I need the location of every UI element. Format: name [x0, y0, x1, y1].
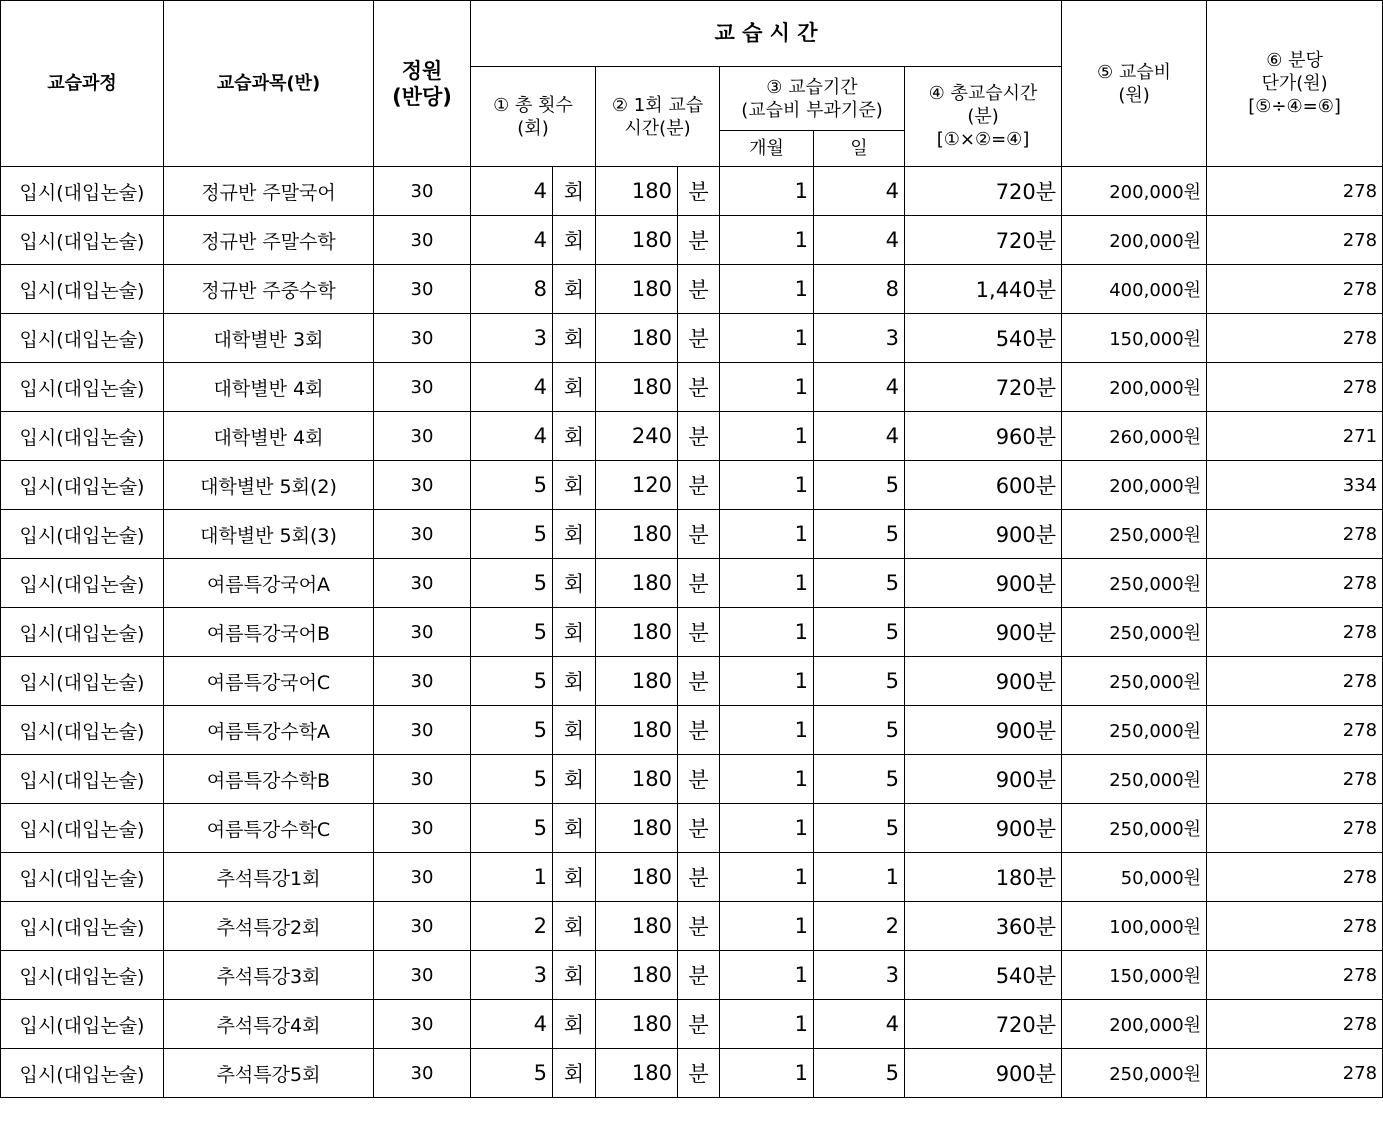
unit-price-cell: 278: [1207, 559, 1383, 608]
count-cell: 8: [471, 265, 553, 314]
table-row: [1, 902, 1383, 951]
subject-cell: 추석특강3회: [164, 951, 374, 1000]
minutes-unit-cell: 분: [678, 608, 720, 657]
subject-cell: 정규반 주말수학: [164, 216, 374, 265]
days-cell: 1: [814, 853, 905, 902]
table-row: [1, 1049, 1383, 1098]
fee-cell: 200,000원: [1062, 363, 1207, 412]
header-per-session: ② 1회 교습 시간(분): [596, 67, 720, 167]
minutes-unit-cell: 분: [678, 314, 720, 363]
capacity-cell: 30: [374, 461, 471, 510]
months-cell: 1: [720, 902, 814, 951]
count-cell: 4: [471, 167, 553, 216]
fee-cell: 250,000원: [1062, 657, 1207, 706]
fee-cell: 400,000원: [1062, 265, 1207, 314]
count-cell: 4: [471, 1000, 553, 1049]
fee-cell: 250,000원: [1062, 608, 1207, 657]
days-cell: 5: [814, 510, 905, 559]
minutes-cell: 180: [596, 706, 678, 755]
days-cell: 8: [814, 265, 905, 314]
total-time-cell: 720분: [905, 216, 1062, 265]
subject-cell: 대학별반 4회: [164, 412, 374, 461]
count-unit-cell: 회: [553, 706, 596, 755]
months-cell: 1: [720, 804, 814, 853]
fee-cell: 250,000원: [1062, 559, 1207, 608]
days-cell: 3: [814, 314, 905, 363]
count-unit-cell: 회: [553, 265, 596, 314]
table-header: [1, 1, 1383, 167]
total-time-cell: 540분: [905, 314, 1062, 363]
course-cell: 입시(대입논술): [1, 608, 164, 657]
count-cell: 5: [471, 461, 553, 510]
capacity-cell: 30: [374, 902, 471, 951]
course-cell: 입시(대입논술): [1, 1049, 164, 1098]
minutes-cell: 180: [596, 314, 678, 363]
minutes-unit-cell: 분: [678, 951, 720, 1000]
days-cell: 5: [814, 755, 905, 804]
capacity-cell: 30: [374, 608, 471, 657]
unit-price-cell: 278: [1207, 167, 1383, 216]
table-row: [1, 363, 1383, 412]
fee-cell: 150,000원: [1062, 951, 1207, 1000]
minutes-cell: 180: [596, 1049, 678, 1098]
table-row: [1, 216, 1383, 265]
header-capacity: 정원 (반당): [374, 1, 471, 167]
count-unit-cell: 회: [553, 314, 596, 363]
count-unit-cell: 회: [553, 1049, 596, 1098]
course-cell: 입시(대입논술): [1, 1000, 164, 1049]
months-cell: 1: [720, 461, 814, 510]
capacity-cell: 30: [374, 265, 471, 314]
count-unit-cell: 회: [553, 412, 596, 461]
fee-cell: 200,000원: [1062, 167, 1207, 216]
table-row: [1, 657, 1383, 706]
days-cell: 4: [814, 363, 905, 412]
subject-cell: 여름특강수학C: [164, 804, 374, 853]
course-cell: 입시(대입논술): [1, 657, 164, 706]
subject-cell: 여름특강국어A: [164, 559, 374, 608]
subject-cell: 여름특강수학B: [164, 755, 374, 804]
capacity-cell: 30: [374, 412, 471, 461]
months-cell: 1: [720, 363, 814, 412]
days-cell: 4: [814, 216, 905, 265]
count-unit-cell: 회: [553, 804, 596, 853]
header-fee: ⑤ 교습비 (원): [1062, 1, 1207, 167]
header-period-month: 개월: [720, 131, 814, 167]
minutes-unit-cell: 분: [678, 755, 720, 804]
days-cell: 5: [814, 657, 905, 706]
table-body: [1, 167, 1383, 1098]
count-unit-cell: 회: [553, 657, 596, 706]
minutes-cell: 180: [596, 804, 678, 853]
course-cell: 입시(대입논술): [1, 167, 164, 216]
minutes-unit-cell: 분: [678, 853, 720, 902]
unit-price-cell: 278: [1207, 1000, 1383, 1049]
minutes-unit-cell: 분: [678, 216, 720, 265]
months-cell: 1: [720, 265, 814, 314]
capacity-cell: 30: [374, 853, 471, 902]
course-cell: 입시(대입논술): [1, 265, 164, 314]
days-cell: 4: [814, 412, 905, 461]
minutes-cell: 180: [596, 167, 678, 216]
course-cell: 입시(대입논술): [1, 510, 164, 559]
count-unit-cell: 회: [553, 167, 596, 216]
total-time-cell: 900분: [905, 755, 1062, 804]
minutes-unit-cell: 분: [678, 1049, 720, 1098]
table-row: [1, 461, 1383, 510]
count-unit-cell: 회: [553, 216, 596, 265]
unit-price-cell: 334: [1207, 461, 1383, 510]
count-unit-cell: 회: [553, 608, 596, 657]
subject-cell: 대학별반 5회(3): [164, 510, 374, 559]
capacity-cell: 30: [374, 1049, 471, 1098]
header-teaching-time: 교 습 시 간: [471, 1, 1062, 67]
course-cell: 입시(대입논술): [1, 412, 164, 461]
count-unit-cell: 회: [553, 461, 596, 510]
count-cell: 3: [471, 314, 553, 363]
minutes-unit-cell: 분: [678, 167, 720, 216]
count-cell: 3: [471, 951, 553, 1000]
months-cell: 1: [720, 853, 814, 902]
minutes-cell: 180: [596, 608, 678, 657]
months-cell: 1: [720, 216, 814, 265]
unit-price-cell: 278: [1207, 657, 1383, 706]
table-row: [1, 314, 1383, 363]
minutes-unit-cell: 분: [678, 657, 720, 706]
count-cell: 4: [471, 363, 553, 412]
total-time-cell: 360분: [905, 902, 1062, 951]
days-cell: 4: [814, 167, 905, 216]
minutes-unit-cell: 분: [678, 706, 720, 755]
months-cell: 1: [720, 608, 814, 657]
total-time-cell: 900분: [905, 804, 1062, 853]
months-cell: 1: [720, 314, 814, 363]
table-row: [1, 804, 1383, 853]
table-row: [1, 853, 1383, 902]
subject-cell: 여름특강국어C: [164, 657, 374, 706]
capacity-cell: 30: [374, 167, 471, 216]
subject-cell: 여름특강국어B: [164, 608, 374, 657]
minutes-cell: 180: [596, 902, 678, 951]
minutes-cell: 240: [596, 412, 678, 461]
table-row: [1, 412, 1383, 461]
table-row: [1, 706, 1383, 755]
table-row: [1, 1000, 1383, 1049]
count-cell: 5: [471, 706, 553, 755]
months-cell: 1: [720, 167, 814, 216]
fee-cell: 250,000원: [1062, 706, 1207, 755]
minutes-unit-cell: 분: [678, 902, 720, 951]
course-cell: 입시(대입논술): [1, 216, 164, 265]
fee-cell: 100,000원: [1062, 902, 1207, 951]
subject-cell: 대학별반 3회: [164, 314, 374, 363]
minutes-unit-cell: 분: [678, 412, 720, 461]
fee-cell: 250,000원: [1062, 755, 1207, 804]
table-row: [1, 265, 1383, 314]
capacity-cell: 30: [374, 1000, 471, 1049]
count-unit-cell: 회: [553, 951, 596, 1000]
months-cell: 1: [720, 657, 814, 706]
count-cell: 5: [471, 755, 553, 804]
fee-cell: 250,000원: [1062, 510, 1207, 559]
course-cell: 입시(대입논술): [1, 902, 164, 951]
fee-cell: 200,000원: [1062, 1000, 1207, 1049]
total-time-cell: 1,440분: [905, 265, 1062, 314]
unit-price-cell: 278: [1207, 314, 1383, 363]
header-unit-price: ⑥ 분당 단가(원) [⑤÷④=⑥]: [1207, 1, 1383, 167]
unit-price-cell: 278: [1207, 216, 1383, 265]
capacity-cell: 30: [374, 657, 471, 706]
capacity-cell: 30: [374, 363, 471, 412]
course-cell: 입시(대입논술): [1, 314, 164, 363]
total-time-cell: 720분: [905, 167, 1062, 216]
subject-cell: 추석특강2회: [164, 902, 374, 951]
subject-cell: 대학별반 4회: [164, 363, 374, 412]
minutes-cell: 180: [596, 216, 678, 265]
total-time-cell: 900분: [905, 559, 1062, 608]
header-total-count: ① 총 횟수 (회): [471, 67, 596, 167]
subject-cell: 추석특강1회: [164, 853, 374, 902]
table-row: [1, 167, 1383, 216]
days-cell: 5: [814, 559, 905, 608]
days-cell: 5: [814, 1049, 905, 1098]
minutes-unit-cell: 분: [678, 363, 720, 412]
count-unit-cell: 회: [553, 510, 596, 559]
minutes-cell: 180: [596, 265, 678, 314]
unit-price-cell: 278: [1207, 510, 1383, 559]
total-time-cell: 180분: [905, 853, 1062, 902]
count-unit-cell: 회: [553, 902, 596, 951]
fee-cell: 250,000원: [1062, 804, 1207, 853]
minutes-unit-cell: 분: [678, 510, 720, 559]
subject-cell: 대학별반 5회(2): [164, 461, 374, 510]
fee-cell: 150,000원: [1062, 314, 1207, 363]
minutes-cell: 180: [596, 510, 678, 559]
unit-price-cell: 278: [1207, 902, 1383, 951]
header-period: ③ 교습기간 (교습비 부과기준): [720, 67, 905, 131]
unit-price-cell: 278: [1207, 706, 1383, 755]
course-cell: 입시(대입논술): [1, 559, 164, 608]
count-cell: 5: [471, 657, 553, 706]
table-row: [1, 510, 1383, 559]
fee-cell: 250,000원: [1062, 1049, 1207, 1098]
total-time-cell: 900분: [905, 657, 1062, 706]
subject-cell: 여름특강수학A: [164, 706, 374, 755]
count-unit-cell: 회: [553, 1000, 596, 1049]
minutes-cell: 180: [596, 755, 678, 804]
count-unit-cell: 회: [553, 853, 596, 902]
minutes-cell: 180: [596, 853, 678, 902]
months-cell: 1: [720, 755, 814, 804]
months-cell: 1: [720, 1000, 814, 1049]
days-cell: 5: [814, 608, 905, 657]
count-cell: 5: [471, 510, 553, 559]
unit-price-cell: 278: [1207, 363, 1383, 412]
capacity-cell: 30: [374, 216, 471, 265]
months-cell: 1: [720, 706, 814, 755]
table-row: [1, 608, 1383, 657]
subject-cell: 추석특강4회: [164, 1000, 374, 1049]
capacity-cell: 30: [374, 804, 471, 853]
count-cell: 5: [471, 559, 553, 608]
unit-price-cell: 278: [1207, 755, 1383, 804]
fee-cell: 200,000원: [1062, 216, 1207, 265]
minutes-unit-cell: 분: [678, 1000, 720, 1049]
count-cell: 4: [471, 412, 553, 461]
course-cell: 입시(대입논술): [1, 853, 164, 902]
capacity-cell: 30: [374, 706, 471, 755]
header-period-day: 일: [814, 131, 905, 167]
minutes-cell: 180: [596, 1000, 678, 1049]
minutes-cell: 180: [596, 363, 678, 412]
count-cell: 2: [471, 902, 553, 951]
days-cell: 3: [814, 951, 905, 1000]
days-cell: 5: [814, 706, 905, 755]
months-cell: 1: [720, 1049, 814, 1098]
months-cell: 1: [720, 412, 814, 461]
total-time-cell: 720분: [905, 363, 1062, 412]
course-cell: 입시(대입논술): [1, 804, 164, 853]
capacity-cell: 30: [374, 510, 471, 559]
course-cell: 입시(대입논술): [1, 755, 164, 804]
table-row: [1, 755, 1383, 804]
header-course: 교습과정: [1, 1, 164, 167]
course-cell: 입시(대입논술): [1, 461, 164, 510]
header-subject: 교습과목(반): [164, 1, 374, 167]
total-time-cell: 900분: [905, 706, 1062, 755]
total-time-cell: 900분: [905, 1049, 1062, 1098]
fee-cell: 50,000원: [1062, 853, 1207, 902]
minutes-cell: 120: [596, 461, 678, 510]
minutes-cell: 180: [596, 559, 678, 608]
minutes-unit-cell: 분: [678, 265, 720, 314]
unit-price-cell: 278: [1207, 1049, 1383, 1098]
unit-price-cell: 278: [1207, 853, 1383, 902]
capacity-cell: 30: [374, 755, 471, 804]
fee-cell: 200,000원: [1062, 461, 1207, 510]
header-total-time: ④ 총교습시간 (분) [①×②=④]: [905, 67, 1062, 167]
count-unit-cell: 회: [553, 559, 596, 608]
subject-cell: 정규반 주중수학: [164, 265, 374, 314]
months-cell: 1: [720, 510, 814, 559]
count-unit-cell: 회: [553, 755, 596, 804]
total-time-cell: 960분: [905, 412, 1062, 461]
total-time-cell: 900분: [905, 510, 1062, 559]
subject-cell: 추석특강5회: [164, 1049, 374, 1098]
months-cell: 1: [720, 951, 814, 1000]
unit-price-cell: 278: [1207, 608, 1383, 657]
table-row: [1, 559, 1383, 608]
days-cell: 5: [814, 804, 905, 853]
unit-price-cell: 278: [1207, 951, 1383, 1000]
days-cell: 2: [814, 902, 905, 951]
minutes-unit-cell: 분: [678, 804, 720, 853]
count-unit-cell: 회: [553, 363, 596, 412]
fee-cell: 260,000원: [1062, 412, 1207, 461]
capacity-cell: 30: [374, 314, 471, 363]
subject-cell: 정규반 주말국어: [164, 167, 374, 216]
count-cell: 5: [471, 804, 553, 853]
total-time-cell: 540분: [905, 951, 1062, 1000]
course-cell: 입시(대입논술): [1, 706, 164, 755]
count-cell: 5: [471, 1049, 553, 1098]
minutes-cell: 180: [596, 657, 678, 706]
days-cell: 5: [814, 461, 905, 510]
days-cell: 4: [814, 1000, 905, 1049]
course-cell: 입시(대입논술): [1, 363, 164, 412]
count-cell: 5: [471, 608, 553, 657]
unit-price-cell: 271: [1207, 412, 1383, 461]
unit-price-cell: 278: [1207, 804, 1383, 853]
minutes-unit-cell: 분: [678, 559, 720, 608]
minutes-cell: 180: [596, 951, 678, 1000]
minutes-unit-cell: 분: [678, 461, 720, 510]
total-time-cell: 720분: [905, 1000, 1062, 1049]
unit-price-cell: 278: [1207, 265, 1383, 314]
capacity-cell: 30: [374, 559, 471, 608]
table-row: [1, 951, 1383, 1000]
months-cell: 1: [720, 559, 814, 608]
count-cell: 1: [471, 853, 553, 902]
total-time-cell: 900분: [905, 608, 1062, 657]
capacity-cell: 30: [374, 951, 471, 1000]
count-cell: 4: [471, 216, 553, 265]
total-time-cell: 600분: [905, 461, 1062, 510]
course-cell: 입시(대입논술): [1, 951, 164, 1000]
